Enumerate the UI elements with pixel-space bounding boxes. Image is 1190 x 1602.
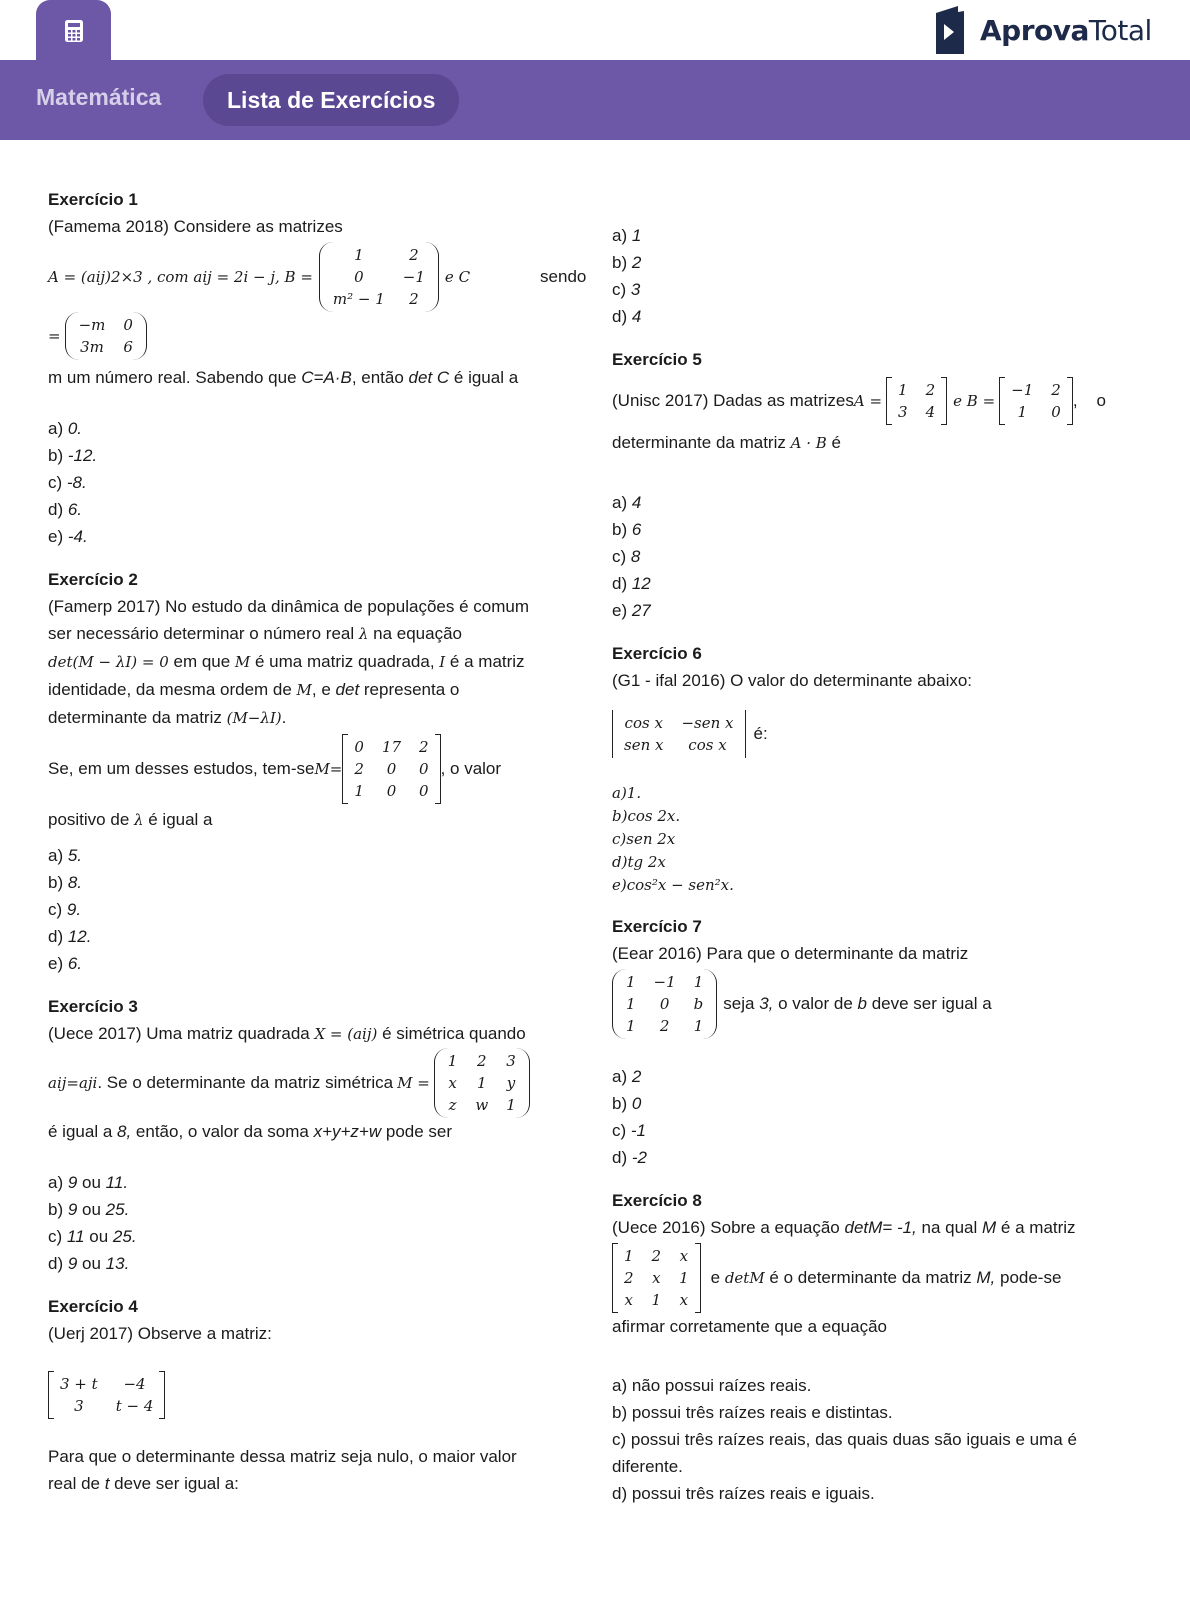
- determinant: cos x −sen x sen x cos x: [612, 710, 746, 758]
- option-item[interactable]: c) -8.: [48, 473, 87, 492]
- exercise-text: afirmar corretamente que a equação: [612, 1317, 887, 1336]
- option-item[interactable]: b) 9 ou 25.: [48, 1200, 130, 1219]
- options-list: [48, 415, 598, 550]
- exercise-text: seja 3, o valor de b deve ser igual a: [723, 994, 992, 1013]
- header-bar: [0, 60, 1190, 140]
- option-item[interactable]: d) 4: [612, 307, 642, 326]
- options-list: [48, 842, 598, 977]
- matrix-B: 1 2 0 −1 m² − 1 2: [319, 242, 439, 312]
- option-item[interactable]: d) 12.: [48, 927, 92, 946]
- exercise-7: [612, 913, 1142, 1171]
- exercise-text: (Eear 2016) Para que o determinante da matriz: [612, 944, 969, 963]
- exercise-title: Exercício 3: [48, 997, 138, 1016]
- exercise-title: Exercício 8: [612, 1191, 702, 1210]
- brand-name: [980, 14, 1152, 47]
- option-item[interactable]: b) 0: [612, 1094, 642, 1113]
- option-item[interactable]: b) -12.: [48, 446, 98, 465]
- matrix-A: 1 2 3 4: [886, 377, 947, 425]
- exercise-text: e detM é o determinante da matriz M, pode-se: [710, 1268, 1062, 1287]
- option-item[interactable]: a) 5.: [48, 846, 83, 865]
- option-item[interactable]: a) 9 ou 11.: [48, 1173, 129, 1192]
- brand-name-strong: Aprova: [980, 13, 1089, 47]
- exercise-3: [48, 993, 598, 1277]
- exercise-text: determinante da matriz A · B é: [612, 433, 841, 452]
- formula-row: [48, 242, 598, 312]
- calculator-icon: [64, 19, 84, 43]
- tab-exercise-list[interactable]: Lista de Exercícios: [203, 74, 459, 126]
- right-column: [612, 222, 1142, 1507]
- options-list: [612, 222, 1142, 330]
- brand-logo[interactable]: [932, 4, 1152, 56]
- option-item[interactable]: c) 11 ou 25.: [48, 1227, 137, 1246]
- exercise-1: [48, 186, 598, 550]
- exercise-6: [612, 640, 1142, 897]
- exercise-title: Exercício 1: [48, 190, 138, 209]
- left-column: [48, 186, 598, 1497]
- option-item[interactable]: c) possui três raízes reais, das quais duas são iguais e uma é: [612, 1430, 1077, 1449]
- exercise-text: Para que o determinante dessa matriz seja nulo, o maior valor: [48, 1447, 517, 1466]
- option-item[interactable]: e) 27: [612, 601, 651, 620]
- option-item[interactable]: c)sen 2x: [612, 830, 676, 848]
- option-item[interactable]: a) 2: [612, 1067, 642, 1086]
- formula-row: aij=aji . Se o determinante da matriz simétrica M = 1 2 3 x 1 y z w 1: [48, 1048, 598, 1118]
- exercise-text: (Uerj 2017) Observe a matriz:: [48, 1324, 272, 1343]
- exercise-title: Exercício 5: [612, 350, 702, 369]
- exercise-text: (G1 - ifal 2016) O valor do determinante abaixo:: [612, 671, 973, 690]
- subject-title[interactable]: Matemática: [36, 84, 162, 110]
- option-item[interactable]: d) -2: [612, 1148, 647, 1167]
- option-item[interactable]: b) 6: [612, 520, 642, 539]
- option-item[interactable]: e) -4.: [48, 527, 88, 546]
- option-item[interactable]: b) 2: [612, 253, 642, 272]
- option-item[interactable]: e)cos²x − sen²x.: [612, 876, 734, 894]
- options-list: [612, 1063, 1142, 1171]
- option-item[interactable]: a) 0.: [48, 419, 83, 438]
- options-list: [48, 1169, 598, 1277]
- option-item[interactable]: c) 3: [612, 280, 641, 299]
- exercise-title: Exercício 7: [612, 917, 702, 936]
- exercise-8: [612, 1187, 1142, 1507]
- exercise-5: [612, 346, 1142, 624]
- exercise-text: determinante da matriz (M−λI).: [48, 708, 287, 727]
- option-item[interactable]: c) 9.: [48, 900, 82, 919]
- exercise-text: é igual a 8, então, o valor da soma x+y+z+w pode ser: [48, 1122, 453, 1141]
- option-item[interactable]: c) -1: [612, 1121, 647, 1140]
- formula-row: Se, em um desses estudos, tem-se M= 0 17 2 2 0 0 1 0 0 , o valor: [48, 734, 598, 804]
- formula-row: [612, 969, 1142, 1039]
- options-list: [612, 782, 1142, 897]
- calculator-tab[interactable]: [36, 0, 111, 62]
- math-expression: A = (aij)2×3 , com aij = 2i − j, B =: [48, 268, 313, 286]
- option-item[interactable]: b)cos 2x.: [612, 807, 681, 825]
- math-expression: =: [48, 327, 61, 345]
- options-list: [612, 1372, 1142, 1507]
- formula-row: cos x −sen x sen x cos x é:: [612, 710, 1142, 758]
- option-item[interactable]: d) 9 ou 13.: [48, 1254, 130, 1273]
- option-item-continuation: diferente.: [612, 1457, 683, 1476]
- options-list: [612, 489, 1142, 624]
- option-item[interactable]: d) 6.: [48, 500, 83, 519]
- exercise-title: Exercício 6: [612, 644, 702, 663]
- matrix: 3 + t −4 3 t − 4: [48, 1371, 165, 1419]
- exercise-text: (Uece 2016) Sobre a equação detM= -1, na qual M é a matriz: [612, 1218, 1076, 1237]
- brand-name-light: Total: [1088, 13, 1152, 47]
- exercise-text: (Uece 2017) Uma matriz quadrada X = (aij) é simétrica quando: [48, 1024, 526, 1043]
- exercise-title: Exercício 2: [48, 570, 138, 589]
- exercise-2: [48, 566, 598, 977]
- exercise-text: ser necessário determinar o número real λ na equação: [48, 624, 462, 643]
- option-item[interactable]: e) 6.: [48, 954, 83, 973]
- option-item[interactable]: a) 4: [612, 493, 642, 512]
- option-item[interactable]: d)tg 2x: [612, 853, 666, 871]
- option-item[interactable]: a) não possui raízes reais.: [612, 1376, 812, 1395]
- math-expression: e C: [444, 268, 471, 286]
- matrix-B: −1 2 1 0: [999, 377, 1073, 425]
- option-item[interactable]: c) 8: [612, 547, 641, 566]
- exercise-text: positivo de λ é igual a: [48, 810, 213, 829]
- option-item[interactable]: b) possui três raízes reais e distintas.: [612, 1403, 893, 1422]
- matrix: 1 −1 1 1 0 b 1 2 1: [612, 969, 717, 1039]
- exercise-text: det(M − λI) = 0 em que M é uma matriz quadrada, I é a matriz: [48, 652, 525, 671]
- option-item[interactable]: a)1.: [612, 784, 642, 802]
- exercise-text: real de t deve ser igual a:: [48, 1474, 239, 1493]
- option-item[interactable]: d) possui três raízes reais e iguais.: [612, 1484, 875, 1503]
- exercise-text: (Famema 2018) Considere as matrizes: [48, 217, 343, 236]
- exercise-text: identidade, da mesma ordem de M, e det representa o: [48, 680, 460, 699]
- matrix-M: 1 2 3 x 1 y z w 1: [434, 1048, 530, 1118]
- matrix-C: −m 0 3m 6: [65, 312, 147, 360]
- matrix-M: 0 17 2 2 0 0 1 0 0: [342, 734, 440, 804]
- option-item[interactable]: b) 8.: [48, 873, 83, 892]
- formula-row: [612, 1243, 1142, 1313]
- formula-row: (Unisc 2017) Dadas as matrizes A = 1 2 3 4 e B = −1 2 1 0 , o: [612, 377, 1142, 425]
- exercise-4: [48, 1293, 598, 1497]
- book-logo-icon: [932, 5, 968, 55]
- exercise-text: sendo: [540, 267, 587, 286]
- option-item[interactable]: d) 12: [612, 574, 651, 593]
- option-item[interactable]: a) 1: [612, 226, 642, 245]
- exercise-title: Exercício 4: [48, 1297, 138, 1316]
- exercise-text: (Famerp 2017) No estudo da dinâmica de populações é comum: [48, 597, 529, 616]
- exercise-text: m um número real. Sabendo que C=A·B, então det C é igual a: [48, 368, 519, 387]
- formula-row: [48, 312, 598, 360]
- matrix-M: 1 2 x 2 x 1 x 1 x: [612, 1243, 701, 1313]
